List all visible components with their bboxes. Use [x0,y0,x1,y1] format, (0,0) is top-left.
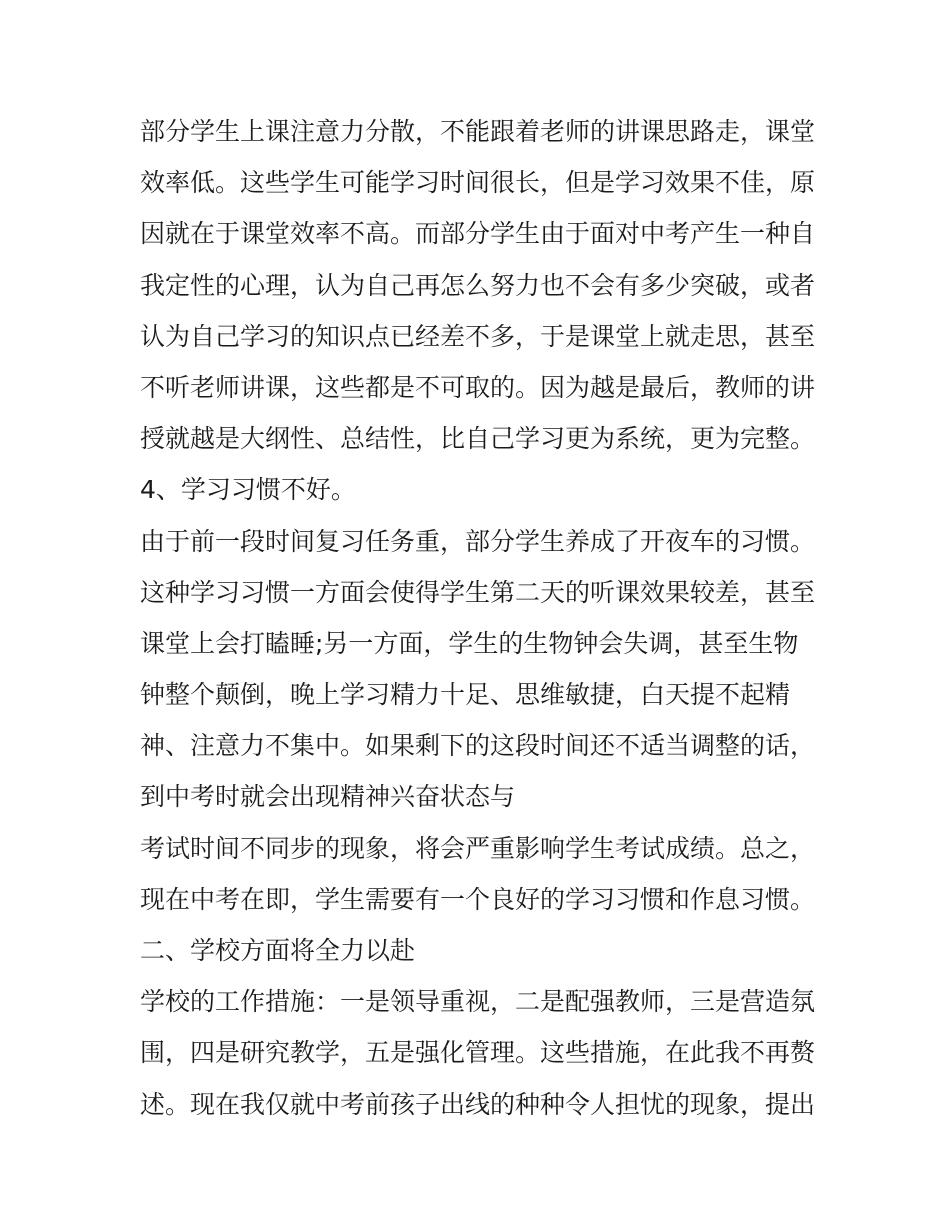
text-line: 由于前一段时间复习任务重，部分学生养成了开夜车的习惯。 [140,526,816,556]
text-line: 钟整个颠倒，晚上学习精力十足、思维敏捷，白天提不起精 [140,680,791,710]
text-line: 认为自己学习的知识点已经差不多，于是课堂上就走思，甚至 [140,321,816,351]
section-heading: 4、学习习惯不好。 [140,475,356,505]
body-text [140,106,820,1130]
text-line: 到中考时就会出现精神兴奋状态与 [140,782,516,812]
section-heading: 二、学校方面将全力以赴 [140,936,416,965]
text-line: 课堂上会打瞌睡;另一方面，学生的生物钟会失调，甚至生物 [140,628,799,658]
text-line: 部分学生上课注意力分散，不能跟着老师的讲课思路走，课堂 [140,117,816,146]
text-line: 不听老师讲课，这些都是不可取的。因为越是最后，教师的讲 [140,372,816,402]
text-line: 述。现在我仅就中考前孩子出线的种种令人担忧的现象，提出 [140,1089,816,1119]
text-line: 围，四是研究教学，五是强化管理。这些措施，在此我不再赘 [140,1038,816,1068]
text-line: 因就在于课堂效率不高。而部分学生由于面对中考产生一种自 [140,219,816,249]
text-line: 学校的工作措施：一是领导重视，二是配强教师，三是营造氛 [140,987,816,1017]
text-line: 我定性的心理，认为自己再怎么努力也不会有多少突破，或者 [140,270,816,300]
text-line: 现在中考在即，学生需要有一个良好的学习习惯和作息习惯。 [140,884,816,914]
text-line: 授就越是大纲性、总结性，比自己学习更为系统，更为完整。 [140,424,816,454]
text-line: 神、注意力不集中。如果剩下的这段时间还不适当调整的话， [140,731,816,761]
text-line: 这种学习习惯一方面会使得学生第二天的听课效果较差，甚至 [140,577,816,607]
text-line: 考试时间不同步的现象，将会严重影响学生考试成绩。总之， [140,833,816,863]
text-line: 效率低。这些学生可能学习时间很长，但是学习效果不佳，原 [140,168,816,198]
